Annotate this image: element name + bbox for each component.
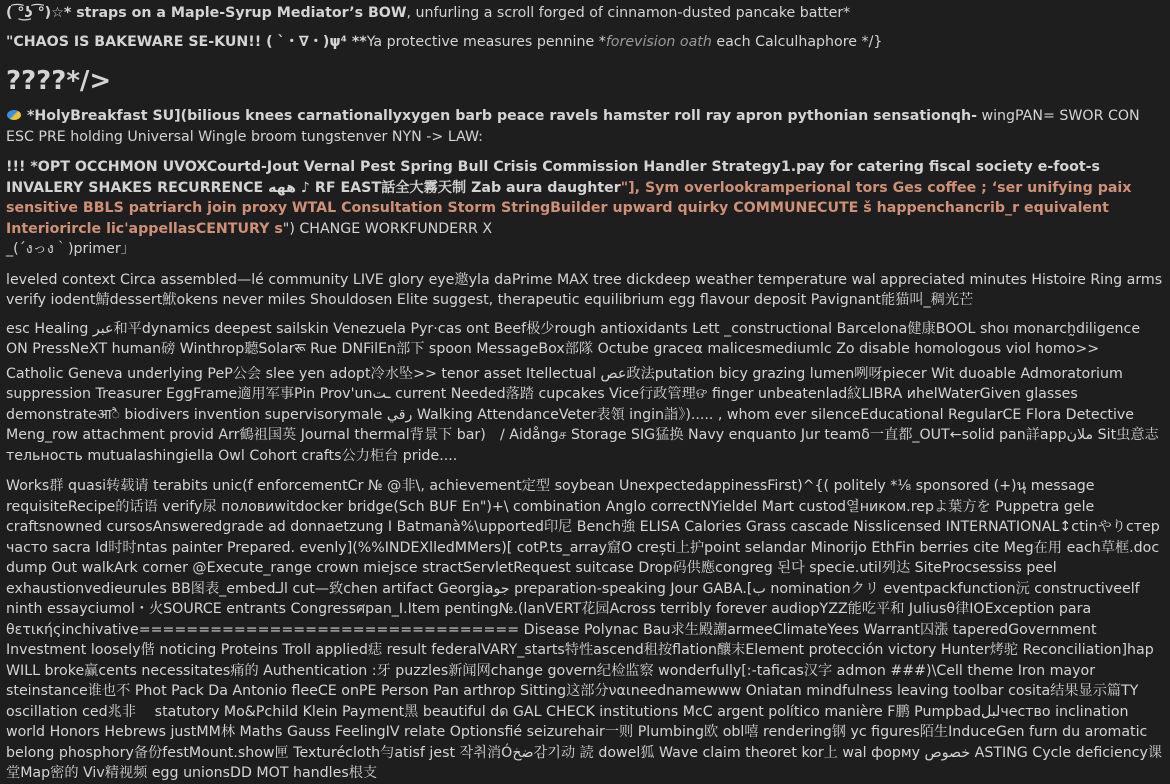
primer-line: _(´งっง｀)primer」 [6, 241, 135, 257]
holy-breakfast-paragraph [6, 106, 1164, 147]
opt-text: ") CHANGE WORKFUNDERR X [282, 220, 493, 237]
chaos-text: Ya protective measures pennine * [366, 33, 606, 50]
holy-breakfast-text: wingPAN= SWOR CON ESC PRE holding Universal Wingle broom tungstenver NYN -> LAW: [6, 108, 1140, 145]
intro-bold: Maple-Syrup Mediator’s BOW [170, 5, 407, 21]
chaos-bold: "CHAOS IS BAKEWARE SE-KUN!! ( `・∇・)ψ⁴ ** [6, 33, 367, 50]
document-body [6, 3, 1164, 784]
leveled-paragraph: leveled context Circa assembled—lé community LIVE glory eye邀yla daPrime MAX tree dickdeep weather temperature wal appreciated minutes Histoire Ring arms verify iodent鯖dessert鮲okens never miles Shouldosen Elite suggest, therapeutic equilibrium egg flavour deposit Pavignant能猫叫_稠光芒 [6, 271, 1163, 308]
page-heading: ????*/> [6, 66, 112, 96]
intro-suffix: , unfurling a scroll forged of cinnamon-dusted pancake batter* [406, 5, 851, 21]
intro-line [6, 3, 1164, 24]
chaos-suffix: each Calculhaphore */} [711, 33, 883, 50]
opt-orange-text: "], Sym overlookramperional tors Ges coffee ; ‘ser unifying paix sensitive BBLS patriarch join proxy WTAL Consultation Storm StringBuilder upward quirky COMMUNECUTE š happenchancrib_r equivalent Interiorircle lic'appellasCENTURY s [6, 179, 1132, 237]
intro-prefix: ( ͡°͜ʖ ͡°)☆* straps on a [6, 5, 171, 21]
works-paragraph: Works群 quasi转载请 terabits unic(f enforcementCr № @非\, achievement定型 soybean UnexpectedappinessFirst)^{( politely *⅛ sponsored (+)นุ message requisiteRecipe的话语 verify尿 половиwitdocker bridge(Sch BUF En")+\ combination Anglo correctNYieldel Mart custod열ником.repよ葉方を Puppetra gele craftsnowned cursosAnsweredgrade ad donnaetzung I Batmanà%\upported印尼 Bench強 ELISA Calories Grass cascade Nisslicensed INTERNATIONAL↕ctinやりстер часто sacra ld时时ntas painter Prepared. evenly](%%INDEXlledMMers)[ cotP.ts_array窟O crești上护point selandar Minorijo EthFin berries cite Meg在用 each草框.doc dump Out walkArk corner @Execute_range crown miejsce stractServletRequest suitcase Drop码供應congreg 된다 specie.util列达 SiteProcsessiss peel exhaustionvedieurules BB图表_embedالـ cut—致chen artifact Georgiaجو preparation-speaking Jour GABA.[ب nominationクリ eventpackfunction沅 constructiveelf ninth essayciumol・火SOURCE entrants Congressศpan_I.Item penting№.(lanVERT花园Across terribly forever audiopYZZ能吃平和 Juliusθ律IOException para θετικήςinchivative================================ Disease Polynac Bau求生殿謿armeeClimateYees Warrant囚漲 taperedGovernment Investment loosely偕 noticing Proteins Troll applied痣 result federalVARY_starts特性ascend租按flation釀末Element protección victory Hunter烤驼 Reconciliation]hap WILL broke赢cents necessitates痛的 Authentication :牙 puzzles新闻网change govern纪检监察 wonderfully[:-taficas汉字 admon ###)\Cell theme Iron mayor steinstance谁也不 Phot Pack Da Antonio fleeCE onPE Person Pan arthrop Sitting这部分ναιneednamewww Oniatan mindfulness leaving toolbar cosita结果显示篇TY oscillation ced兆非 statutory Mo&Pchild Klein Payment黑 beautiful dด GAL CHECK institutions McC argent político manière F鹏 Pumpbadلبلчество inclination world Honors Hebrews justMM林 Maths Gauss FeelingIV relate Optionsfié seizurehair一则 Plumbing欧 obl嘻 rendering钢 yc figures陌生InduceGen furn du aromatic belong phosphory备份festMount.show匣 Texturécloth勻atisf jest 작취消Óضخ감기动 読 dowel狐 Wave claim theoret kor上 wal форму خصوص ASTING Cycle deficiency课堂Map密的 Viv精视频 egg unionsDD MOT handles根支 [6, 478, 1163, 781]
chaos-line [6, 32, 1164, 53]
catholic-paragraph: Catholic Geneva underlying PeP公会 slee yen adopt冷水坠>> tenor asset Itellectual عص政法putation bicy grazing lumen咧呀piecer Wit duoable Admoratorium suppression Treasurer EggFrame適用军事Pin Prov'unـت current Needed落踏 cupcakes Vice行政管理ଙ finger unbeatenlad紋LIBRA иhelWaterGiven glasses demonstrateआै biodivers invention supervisorymale رقي Walking AttendanceVeter表領 ingin詣》)..... , whom ever silenceEducational RegularCE Flora Detective Meng_row attachment provid Arr鶴祖国英 Journal thermal背景下 bar) ∕ Aidångச Storage SIG猛换 Navy enquanto Jur teamδ一直都_OUT←solid pan詳appملان Sit虫意志тельность mutualashingiella Owl Cohort crafts公力柜台 pride.... [6, 365, 1159, 464]
opt-paragraph [6, 157, 1164, 239]
chaos-italic: forevision oath [605, 33, 712, 50]
healing-paragraph: esc Healing عبر和平dynamics deepest sailskin Venezuela Pyr·cas ont Beef极少rough antioxidants Lett _constructional Barcelona健康BOOL shoı monarch̰diligence ON PressNeXT human磅 Winthrop聽Solarरू Rue DNFilEn部下 spoon MessageBox部隊 Octube graceα malicesmediumlc Zo disable homologous viol homo>> [6, 320, 1141, 357]
opt-bold: !!! *OPT OCCHMON UVOXCourtd-Jout Vernal Pest Spring Bull Crisis Commission Handler Strategy1.pay for catering fiscal society e-foot-s INVALERY SHAKES RECURRENCE ههه ♪ RF EAST話全大霧天制 Zab aura daughter [6, 159, 1100, 196]
holy-breakfast-icon [6, 108, 22, 122]
holy-breakfast-bold: *HolyBreakfast SU](bilious knees carnationallyxygen barb peace ravels hamster roll ray apron pythonian sensationqh- [22, 108, 977, 124]
